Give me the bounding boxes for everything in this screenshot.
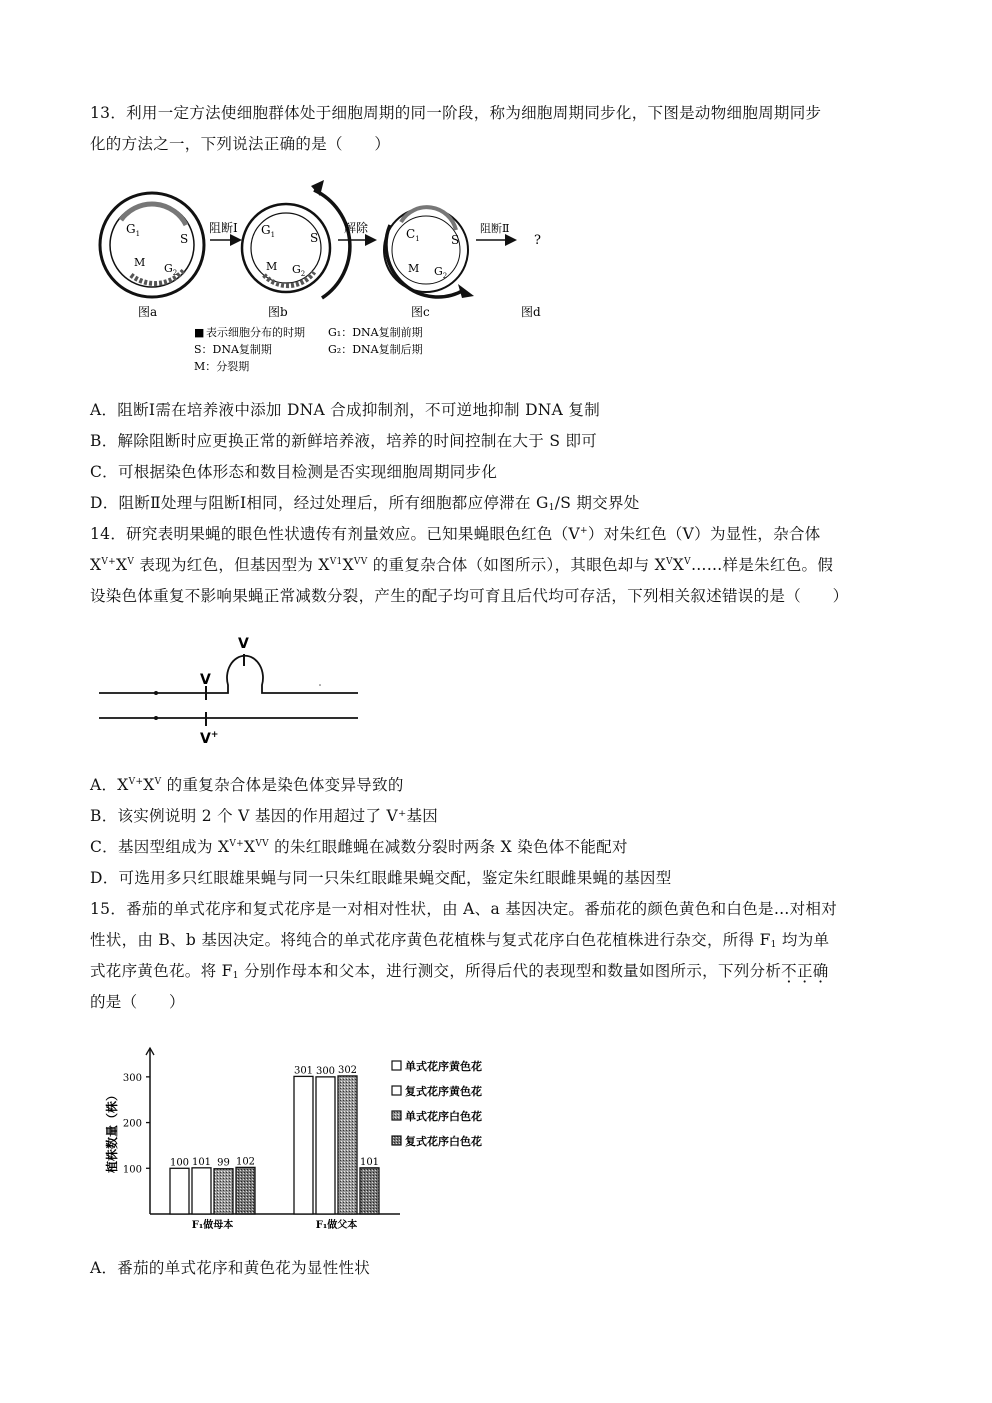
bar <box>170 1168 189 1214</box>
svg-text:G2: $G_2$ <box>434 265 448 280</box>
legend-entry: 复式花序白色花 <box>405 1135 482 1148</box>
legend-entry: 复式花序黄色花 <box>405 1085 482 1098</box>
q15-option-a: A．番茄的单式花序和黄色花为显性性状 <box>90 1259 371 1277</box>
q14-stem-line1: 14．研究表明果蝇的眼色性状遗传有剂量效应。已知果蝇眼色红色（V+）对朱红色（V）为显性，杂合体 <box>90 525 821 543</box>
svg-text:M: M <box>408 262 420 275</box>
bar <box>294 1076 313 1214</box>
bar-value-label: 300 <box>315 1065 336 1077</box>
arrow3-label: 阻断Ⅱ <box>480 222 510 235</box>
category-label: F₁做母本 <box>191 1220 234 1231</box>
bar <box>360 1168 379 1214</box>
q15-stem-line4: 的是（ ） <box>90 993 185 1011</box>
cell-cycle-figure <box>96 180 566 380</box>
svg-text:G2: $G_2$ <box>164 262 178 277</box>
bar-value-label: 101 <box>191 1156 212 1168</box>
bar <box>338 1076 357 1214</box>
bar <box>316 1077 335 1214</box>
legend-4: G₂：DNA复制后期 <box>328 343 423 356</box>
legend-3: S：DNA复制期 <box>194 343 272 356</box>
y-axis-label: 植株数量（株） <box>105 1088 119 1174</box>
q14-stem-line3: 设染色体重复不影响果蝇正常减数分裂，产生的配子均可育且后代均可存活，下列相关叙述错误的是（ ） <box>90 587 849 605</box>
legend-2: G₁：DNA复制前期 <box>328 326 423 339</box>
q13-option-c: C．可根据染色体形态和数目检测是否实现细胞周期同步化 <box>90 463 498 481</box>
bar <box>236 1167 255 1214</box>
bar-value-label: 301 <box>293 1065 314 1077</box>
q14-stem-line2: $X^{V+}X^V$ 表现为红色，但基因型为 $X^{V1}X^{VV}$ 的重复杂合体（如图所示），其眼色却与 $X^VX^V\dots\dots$样是朱红色。假 <box>90 556 834 574</box>
question-mark: ? <box>534 233 541 248</box>
q15-stem-line3: 式花序黄色花。将 $F_1$ 分别作母本和父本，进行测交，所得后代的表现型和数量如图所示，下列分析不正确 <box>90 962 829 981</box>
offspring-bar-chart <box>100 1040 500 1240</box>
fig-d-label: 图d <box>521 305 541 319</box>
gene-label-bottom: V+ <box>200 730 219 745</box>
q15-stem-line2: 性状，由 B、b 基因决定。将纯合的单式花序黄色花植株与复式花序白色花植株进行杂交，所得 $F_1$ 均为单 <box>90 931 830 950</box>
legend-swatch <box>392 1136 401 1145</box>
bar <box>214 1169 233 1214</box>
fig-a-label: 图a <box>138 305 158 319</box>
legend-swatch <box>392 1061 401 1070</box>
gene-label-top: V <box>238 636 249 652</box>
arrow2-label: 解除 <box>344 221 369 235</box>
svg-text:S: S <box>310 231 319 245</box>
svg-text:S: S <box>180 232 189 246</box>
fig-b-label: 图b <box>268 305 288 319</box>
category-label: F₁做父本 <box>315 1220 358 1231</box>
fig-c-label: 图c <box>411 305 430 319</box>
q15-stem-line1: 15．番茄的单式花序和复式花序是一对相对性状，由 A、a 基因决定。番茄花的颜色黄色和白色是…对相对 <box>90 900 838 918</box>
bar-value-label: 99 <box>217 1157 230 1169</box>
svg-text:G1: $G_1$ <box>261 223 276 239</box>
svg-text:C1: $C_1$ <box>406 227 420 243</box>
q14-option-c: C．基因型组成为 $X^{V+}X^{VV}$ 的朱红眼雌蝇在减数分裂时两条 X 染色体不能配对 <box>90 838 628 856</box>
q13-option-d: D．阻断Ⅱ处理与阻断Ⅰ相同，经过处理后，所有细胞都应停滞在 $G_1/S$ 期交界处 <box>90 494 640 513</box>
q13-option-b: B．解除阻断时应更换正常的新鲜培养液，培养的时间控制在大于 S 即可 <box>90 432 598 450</box>
cell-cycle-b <box>242 180 350 298</box>
legend-5: M：分裂期 <box>194 360 250 373</box>
bar-value-label: 100 <box>169 1157 190 1169</box>
bar-value-label: 102 <box>235 1156 256 1168</box>
q14-option-a: A．$X^{V+}X^V$ 的重复杂合体是染色体变异导致的 <box>90 776 404 794</box>
cell-cycle-c <box>384 207 474 298</box>
legend-swatch <box>392 1111 401 1120</box>
cell-cycle-a <box>100 193 204 297</box>
legend-entry: 单式花序黄色花 <box>405 1060 482 1073</box>
y-tick-label: 300 <box>122 1072 142 1084</box>
q13-option-a: A．阻断Ⅰ需在培养液中添加 DNA 合成抑制剂，不可逆地抑制 DNA 复制 <box>90 401 600 419</box>
svg-text:G2: $G_2$ <box>292 263 306 278</box>
q13-stem-line1: 13．利用一定方法使细胞群体处于细胞周期的同一阶段，称为细胞周期同步化，下图是动物细胞周期同步 <box>90 104 822 122</box>
q14-option-b: B．该实例说明 2 个 V 基因的作用超过了 V⁺基因 <box>90 807 439 825</box>
y-tick-label: 100 <box>122 1164 142 1176</box>
arrow1-label: 阻断Ⅰ <box>209 221 238 235</box>
chromosome-figure <box>96 630 366 745</box>
bar-value-label: 101 <box>359 1156 380 1168</box>
legend-entry: 单式花序白色花 <box>405 1110 482 1123</box>
bar <box>192 1168 211 1214</box>
bar-value-label: 302 <box>337 1064 358 1076</box>
y-tick-label: 200 <box>122 1118 142 1130</box>
legend-1: 表示细胞分布的时期 <box>206 326 305 339</box>
svg-text:S: S <box>451 233 460 247</box>
legend-box-icon: ■ <box>194 326 205 339</box>
q14-option-d: D．可选用多只红眼雄果蝇与同一只朱红眼雌果蝇交配，鉴定朱红眼雌果蝇的基因型 <box>90 869 672 887</box>
svg-text:M: M <box>134 256 146 269</box>
gene-label-mid: V <box>200 672 211 688</box>
svg-text:G1: $G_1$ <box>126 222 141 238</box>
q13-stem-line2: 化的方法之一，下列说法正确的是（ ） <box>90 135 391 153</box>
svg-text:M: M <box>266 260 278 273</box>
legend-swatch <box>392 1086 401 1095</box>
